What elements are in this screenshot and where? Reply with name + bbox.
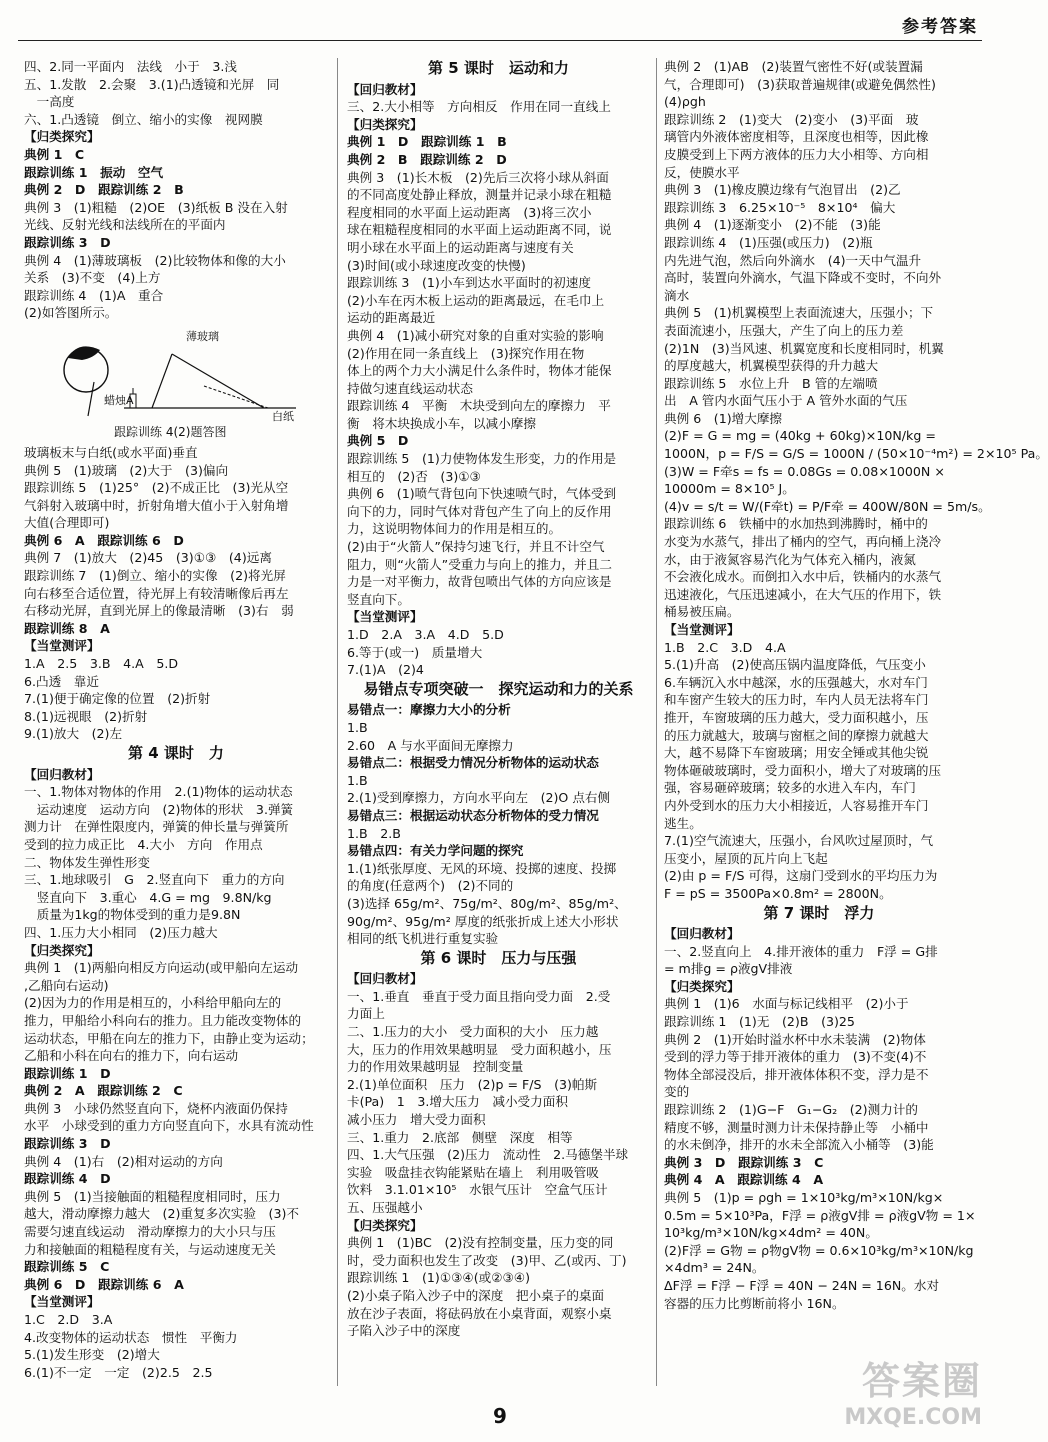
answer-line: 典例 4 A 跟踪训练 4 A bbox=[664, 1172, 824, 1188]
answer-line: 8.(1)远视眼 (2)折射 bbox=[24, 708, 148, 724]
answer-line: 典例 5 D bbox=[347, 433, 409, 449]
answer-line: 4.改变物体的运动状态 惯性 平衡力 bbox=[24, 1329, 238, 1345]
answer-line: 球在粗糙程度相同的水平面上运动距离不同，说 bbox=[347, 222, 612, 238]
section-heading: 【回归教材】 bbox=[664, 926, 740, 942]
answer-line: 跟踪训练 6 铁桶中的水加热到沸腾时，桶中的 bbox=[664, 516, 928, 532]
answer-line: (2)小车在丙木板上运动的距离最远，在毛巾上 bbox=[347, 292, 605, 308]
watermark-logo-text: 答案圈 bbox=[861, 1359, 982, 1403]
answer-line: (3)时间(或小球速度改变的快慢) bbox=[347, 257, 526, 273]
answer-line: 典例 6 D 跟踪训练 6 A bbox=[24, 1276, 184, 1292]
answer-line: 实验 吸盘挂衣钩能紧贴在墙上 利用吸管吸 bbox=[347, 1164, 599, 1180]
answer-line: 迅速液化，气压迅速减小，在大气压的作用下，铁 bbox=[664, 586, 942, 602]
answer-line: (2)由于“火箭人”保持匀速飞行，并且不计空气 bbox=[347, 539, 605, 555]
page-number: 9 bbox=[493, 1404, 507, 1428]
section-heading: 【当堂测评】 bbox=[347, 609, 423, 625]
answer-line: 精度不够，测量时测力计未保持静止等 小桶中 bbox=[664, 1119, 929, 1135]
answer-line: 跟踪训练 5 (1)力使物体发生形变，力的作用是 bbox=[347, 451, 617, 467]
answer-line: 力面上 bbox=[347, 1006, 385, 1022]
answer-line: 气，合理即可) (3)获取普遍规律(或避免偶然性) bbox=[664, 76, 936, 92]
image-ray bbox=[204, 386, 268, 408]
section-heading: 【归类探究】 bbox=[347, 116, 423, 132]
answer-line: 典例 5 (1)当接触面的粗糙程度相同时，压力 bbox=[24, 1188, 281, 1204]
answer-line: 放在沙子表面，将砝码放在小桌背面，观察小桌 bbox=[347, 1305, 612, 1321]
answer-line: = m排g = ρ液gV排液 bbox=[664, 961, 793, 977]
watermark-domain: MXQE.COM bbox=[844, 1405, 982, 1430]
answer-line: 二、1.压力的大小 受力面积的大小 压力越 bbox=[347, 1024, 599, 1040]
answer-line: 推力，甲船给小科向右的推力。且力能改变物体的 bbox=[24, 1012, 302, 1028]
answer-column-1 bbox=[24, 58, 328, 1392]
answer-line: (2)1N (3)当风速、机翼宽度和长度相同时，机翼 bbox=[664, 340, 944, 356]
answer-line: 典例 2 (1)开始时溢水杯中水未装满 (2)物体 bbox=[664, 1031, 926, 1047]
answer-line: 四、1.压力大小相同 (2)压力越大 bbox=[24, 924, 218, 940]
answer-line: ×4dm³ = 24N。 bbox=[664, 1260, 765, 1276]
answer-line: 气斜射入玻璃中时，折射角增大值小于入射角增 bbox=[24, 497, 289, 513]
section-heading: 【当堂测评】 bbox=[24, 1294, 100, 1310]
answer-line: 5.(1)升高 (2)使高压锅内温度降低，气压变小 bbox=[664, 657, 926, 673]
answer-line: 水平 小球受到的重力方向竖直向下，水具有流动性 bbox=[24, 1118, 314, 1134]
answer-line: 三、2.大小相等 方向相反 作用在同一直线上 bbox=[347, 99, 611, 115]
answer-line: 典例 2 D 跟踪训练 2 B bbox=[24, 182, 184, 198]
answer-line: 五、压强越小 bbox=[347, 1200, 423, 1215]
answer-column-3 bbox=[664, 58, 1048, 1392]
answer-line: 跟踪训练 5 C bbox=[24, 1259, 110, 1275]
answer-line: 的水未倒净，排开的水未全部流入小桶等 (3)能 bbox=[664, 1137, 934, 1153]
answer-line: 强，容易砸碎玻璃；较多的水进入车内，车门 bbox=[664, 780, 916, 796]
answer-line: 0.5m = 5×10³Pa，F浮 = ρ液gV排 = ρ液gV物 = 1× bbox=[664, 1207, 976, 1223]
answer-line: 物体砸破玻璃时，受力面积小，增大了对玻璃的压 bbox=[664, 762, 942, 778]
answer-line: 和车窗产生较大的压力时，车内人员无法将车门 bbox=[664, 692, 929, 708]
answer-line: 阻力，则“火箭人”受重力与向上的推力，并且二 bbox=[347, 556, 612, 572]
section-heading: 【当堂测评】 bbox=[664, 622, 740, 637]
answer-line: 向下的力，同时气体对背包产生了向上的反作用 bbox=[347, 503, 612, 519]
answer-line: 皮膜受到上下两方液体的压力大小相等、方向相 bbox=[664, 146, 929, 162]
answer-line: 典例 5 (1)玻璃 (2)大于 (3)偏向 bbox=[24, 462, 229, 478]
answer-line: 典例 4 (1)减小研究对象的自重对实验的影响 bbox=[347, 327, 604, 343]
answer-line: 推开，车窗玻璃的压力越大，受力面积越小，压 bbox=[664, 709, 929, 725]
answer-line: 程度相同的水平面上运动距离 (3)将三次小 bbox=[347, 204, 592, 220]
answer-line: 大值(合理即可) bbox=[24, 515, 110, 531]
answer-line: 内先进气泡，然后向外滴水 (4)一天中气温升 bbox=[664, 252, 922, 268]
answer-line: 6.(1)不一定 一定 (2)2.5 2.5 bbox=[24, 1364, 213, 1380]
section-heading: 【归类探究】 bbox=[24, 129, 100, 145]
observer-hair bbox=[68, 346, 100, 360]
answer-line: 1.B bbox=[347, 719, 368, 735]
answer-line: 跟踪训练 1 (1)无 (2)B (3)25 bbox=[664, 1014, 855, 1030]
answer-line: 跟踪训练 7 (1)倒立、缩小的实像 (2)将光屏 bbox=[24, 568, 286, 584]
glass-plate-slant bbox=[172, 354, 264, 408]
section-heading: 【回归教材】 bbox=[347, 81, 423, 97]
answer-line: 力的作用效果越明显 控制变量 bbox=[347, 1059, 524, 1075]
column-divider bbox=[337, 58, 338, 1386]
answer-line: (3)选择 65g/m²、75g/m²、80g/m²、85g/m²、 bbox=[347, 895, 627, 911]
answer-line: 跟踪训练 2 (1)G−F G₁−G₂ (2)测力计的 bbox=[664, 1102, 918, 1118]
answer-line: 相同的纸飞机进行重复实验 bbox=[347, 931, 499, 947]
answer-line: 的压力就越大，玻璃与窗框之间的摩擦力就越大 bbox=[664, 727, 929, 743]
answer-line: (2)由 p = F/S 可得，这扇门受到水的平均压力为 bbox=[664, 868, 938, 884]
answer-line: 质量为1kg的物体受到的重力是9.8N bbox=[24, 907, 241, 923]
answer-line: 向右移至合适位置，待光屏上有较清晰像后再左 bbox=[24, 585, 289, 601]
answer-line: 运动的距离最近 bbox=[347, 310, 436, 326]
answer-line: 典例 1 D 跟踪训练 1 B bbox=[347, 134, 507, 150]
answer-line: F = pS = 3500Pa×0.8m² = 2800N。 bbox=[664, 885, 892, 901]
answer-line: 明小球在水平面上的运动距离与速度有关 bbox=[347, 239, 574, 255]
answer-line: 典例 3 (1)橡皮膜边缘有气泡冒出 (2)乙 bbox=[664, 182, 901, 198]
answer-line: 典例 6 (1)喷气背包向下快速喷气时，气体受到 bbox=[347, 486, 617, 502]
column-1-upper bbox=[24, 58, 328, 322]
answer-line: 一、2.竖直向上 4.排开液体的重力 F浮 = G排 bbox=[664, 943, 938, 959]
answer-line: 一、1.垂直 垂直于受力面且指向受力面 2.受 bbox=[347, 988, 611, 1004]
answer-line: 跟踪训练 8 A bbox=[24, 620, 110, 636]
candle-label: 蜡烛A bbox=[104, 393, 134, 407]
answer-line: 饮料 3.1.01×10⁵ 水银气压计 空盒气压计 bbox=[347, 1182, 608, 1198]
answer-line: 1.(1)纸张厚度、无风的环境、投掷的速度、投掷 bbox=[347, 860, 617, 876]
answer-line: 7.(1)便于确定像的位置 (2)折射 bbox=[24, 691, 211, 707]
section-heading: 【归类探究】 bbox=[24, 942, 100, 958]
answer-line: 越大，滑动摩擦力越大 (2)重复多次实验 (3)不 bbox=[24, 1206, 299, 1222]
answer-line: 跟踪训练 3 D bbox=[24, 1136, 111, 1152]
answer-line: 一高度 bbox=[24, 94, 75, 110]
answer-line: 典例 3 (1)长木板 (2)先后三次将小球从斜面 bbox=[347, 169, 609, 185]
answer-line: 运动状态，甲船在向左的推力下，由静止变为运动； bbox=[24, 1030, 314, 1046]
answer-line: (4)ρgh bbox=[664, 94, 706, 110]
section-heading: 【回归教材】 bbox=[24, 766, 100, 782]
answer-line: 易错点三：根据运动状态分析物体的受力情况 bbox=[347, 807, 599, 823]
answer-line: 卡(Pa) 1 3.增大压力 减小受力面积 bbox=[347, 1094, 568, 1110]
answer-line: 典例 2 B 跟踪训练 2 D bbox=[347, 151, 507, 167]
answer-line: 竖直向下。 bbox=[347, 591, 410, 607]
answer-line: 测力计 在弹性限度内，弹簧的伸长量与弹簧所 bbox=[24, 819, 289, 835]
answer-line: 典例 7 (1)放大 (2)45 (3)①③ (4)远离 bbox=[24, 550, 272, 566]
answer-line: 6.车辆沉入水中越深，水的压强越大，水对车门 bbox=[664, 674, 928, 690]
answer-line: (3)W = F牵s = fs = 0.08Gs = 0.08×1000N × bbox=[664, 463, 945, 479]
answer-line: 璃管内外液体密度相等，且深度也相等，因此橡 bbox=[664, 129, 929, 145]
answer-line: 跟踪训练 4 D bbox=[24, 1171, 111, 1187]
answer-line: 易错点一：摩擦力大小的分析 bbox=[347, 702, 511, 718]
column-divider bbox=[656, 58, 657, 1386]
answer-line: 6.等于(或一) 质量增大 bbox=[347, 644, 483, 660]
answer-line: 水，由于液氮容易汽化为气体充入桶内，液氮 bbox=[664, 551, 916, 567]
answer-line: 大，压力的作用效果越明显 受力面积越小，压 bbox=[347, 1041, 612, 1057]
answer-line: 物体全部浸没后，排开液体体积不变，浮力是不 bbox=[664, 1066, 929, 1082]
answer-line: 10³kg/m³×10N/kg×4dm² = 40N。 bbox=[664, 1225, 878, 1241]
answer-line: 右移动光屏，直到光屏上的像最清晰 (3)右 弱 bbox=[24, 603, 294, 619]
answer-line: 一、1.物体对物体的作用 2.(1)物体的运动状态 bbox=[24, 784, 293, 800]
answer-line: 跟踪训练 4 平衡 木块受到向左的摩擦力 平 bbox=[347, 398, 611, 414]
answer-line: 典例 4 (1)右 (2)相对运动的方向 bbox=[24, 1153, 223, 1169]
answer-line: 不会液化成水。而倒扣入水中后，铁桶内的水蒸气 bbox=[664, 569, 942, 585]
answer-line: 二、物体发生弹性形变 bbox=[24, 854, 150, 870]
answer-line: 受到的拉力成正比 4.大小 方向 作用点 bbox=[24, 836, 263, 852]
answer-line: 关系 (3)不变 (4)上方 bbox=[24, 270, 161, 286]
answer-line: 典例 3 小球仍然竖直向下，烧杯内液面仍保持 bbox=[24, 1100, 288, 1116]
answer-line: 典例 5 (1)机翼模型上表面流速大，压强小；下 bbox=[664, 305, 934, 321]
section-heading: 【当堂测评】 bbox=[24, 638, 100, 654]
answer-line: 滴水 bbox=[664, 287, 690, 303]
section-heading: 【归类探究】 bbox=[347, 1217, 423, 1233]
answer-line: 跟踪训练 3 (1)小车到达水平面时的初速度 bbox=[347, 275, 591, 291]
answer-line: ,乙船向右运动) bbox=[24, 977, 109, 993]
section-heading: 【回归教材】 bbox=[347, 971, 423, 987]
answer-line: (2)小桌子陷入沙子中的深度 把小桌子的桌面 bbox=[347, 1287, 605, 1303]
answer-line: 1.B 2.C 3.D 4.A bbox=[664, 639, 786, 655]
answer-line: 桶易被压扁。 bbox=[664, 604, 740, 620]
answer-line: 需要匀速直线运动 滑动摩擦力的大小只与压 bbox=[24, 1224, 276, 1240]
answer-line: 1.B 2.B bbox=[347, 825, 401, 841]
answer-line: 竖直向下 3.重心 4.G = mg 9.8N/kg bbox=[24, 889, 272, 905]
lesson-title: 第 6 课时 压力与压强 bbox=[420, 948, 577, 967]
answer-line: 变的 bbox=[664, 1084, 690, 1100]
paper-label: 白纸 bbox=[272, 409, 294, 423]
answer-line: 典例 6 (1)增大摩擦 bbox=[664, 410, 783, 426]
answer-line: (4)v = s/t = W/(F牵t) = P/F牵 = 400W/80N = 5m/s。 bbox=[664, 498, 991, 514]
column-1-lower bbox=[24, 444, 328, 1381]
glass-label: 薄玻璃 bbox=[186, 329, 219, 343]
answer-line: 内外受到水的压力大小相接近，人容易推开车门 bbox=[664, 797, 929, 813]
answer-line: 四、1.大气压强 (2)压力 流动性 2.马德堡半球 bbox=[347, 1147, 629, 1163]
answer-line: 易错点四：有关力学问题的探究 bbox=[347, 843, 524, 859]
answer-line: 运动速度 运动方向 (2)物体的形状 3.弹簧 bbox=[24, 801, 294, 817]
section-heading: 【归类探究】 bbox=[664, 978, 740, 994]
answer-line: 1000N，p = F/S = G/S = 1000N / (50×10⁻⁴m²) = 2×10⁵ Pa。 bbox=[664, 446, 1048, 462]
answer-line: (2)F浮 = G物 = ρ物gV物 = 0.6×10³kg/m³×10N/kg bbox=[664, 1242, 974, 1258]
answer-line: 逃生。 bbox=[664, 815, 702, 831]
answer-line: 典例 5 (1)p = ρgh = 1×10³kg/m³×10N/kg× bbox=[664, 1190, 944, 1205]
answer-line: 光线、反射光线和法线所在的平面内 bbox=[24, 217, 226, 233]
answer-line: 跟踪训练 2 (1)变大 (2)变小 (3)平面 玻 bbox=[664, 111, 919, 127]
answer-line: 力，这说明物体间力的作用是相互的。 bbox=[347, 521, 562, 537]
answer-line: 五、1.发散 2.会聚 3.(1)凸透镜和光屏 同 bbox=[24, 76, 280, 92]
answer-line: 典例 4 (1)逐渐变小 (2)不能 (3)能 bbox=[664, 217, 881, 233]
answer-line: (2)F = G = mg = (40kg + 60kg)×10N/kg = bbox=[664, 428, 936, 444]
lesson-title: 第 7 课时 浮力 bbox=[763, 903, 875, 922]
answer-line: 跟踪训练 3 6.25×10⁻⁵ 8×10⁴ 偏大 bbox=[664, 199, 896, 215]
answer-line: 容器的压力比剪断前将小 16N。 bbox=[664, 1295, 845, 1311]
answer-line: (2)如答图所示。 bbox=[24, 305, 118, 321]
answer-line: 时，受力面积也发生了改变 (3)甲、乙(或丙、丁) bbox=[347, 1252, 627, 1268]
answer-line: 乙船和小科在向右的推力下，向右运动 bbox=[24, 1048, 239, 1064]
answer-line: 2.(1)单位面积 压力 (2)p = F/S (3)帕斯 bbox=[347, 1076, 598, 1092]
answer-line: 四、2.同一平面内 法线 小于 3.浅 bbox=[24, 59, 237, 74]
answer-line: 2.(1)受到摩擦力，方向水平向左 (2)O 点右侧 bbox=[347, 790, 611, 806]
mirror-diagram-svg bbox=[54, 324, 304, 424]
answer-line: 反，使膜水平 bbox=[664, 164, 740, 180]
answer-line: 子陷入沙子中的深度 bbox=[347, 1323, 461, 1339]
figure-caption: 跟踪训练 4(2)题答图 bbox=[114, 424, 227, 439]
answer-line: 典例 2 A 跟踪训练 2 C bbox=[24, 1083, 183, 1099]
answer-line: 的角度(任意两个) (2)不同的 bbox=[347, 878, 514, 894]
answer-line: 典例 2 (1)AB (2)装置气密性不好(或装置漏 bbox=[664, 59, 923, 74]
answer-line: 跟踪训练 5 水位上升 B 管的左端喷 bbox=[664, 375, 878, 391]
answer-line: 六、1.凸透镜 倒立、缩小的实像 视网膜 bbox=[24, 111, 263, 127]
answer-line: 跟踪训练 5 (1)25° (2)不成正比 (3)光从空 bbox=[24, 480, 289, 496]
glass-plate-line bbox=[152, 354, 172, 408]
answer-figure bbox=[54, 324, 304, 442]
answer-line: 跟踪训练 4 (1)压强(或压力) (2)瓶 bbox=[664, 234, 873, 250]
answer-line: 典例 6 A 跟踪训练 6 D bbox=[24, 532, 184, 548]
answer-line: 7.(1)A (2)4 bbox=[347, 662, 424, 678]
answer-line: 1.B bbox=[347, 772, 368, 788]
answer-line: 跟踪训练 1 振动 空气 bbox=[24, 164, 164, 180]
answer-line: 1.A 2.5 3.B 4.A 5.D bbox=[24, 656, 179, 672]
answer-line: 1.D 2.A 3.A 4.D 5.D bbox=[347, 627, 504, 642]
answer-line: 跟踪训练 1 (1)①③④(或②③④) bbox=[347, 1270, 530, 1286]
answer-line: 典例 3 D 跟踪训练 3 C bbox=[664, 1154, 824, 1170]
answer-line: 跟踪训练 3 D bbox=[24, 234, 111, 250]
answer-line: 相互的 (2)否 (3)①③ bbox=[347, 468, 481, 484]
answer-line: 易错点二：根据受力情况分析物体的运动状态 bbox=[347, 755, 599, 771]
answer-line: 衡 将木块换成小车，以减小摩擦 bbox=[347, 415, 536, 431]
answer-line: 大，越不易降下车窗玻璃；用安全锤或其他尖锐 bbox=[664, 745, 929, 761]
answer-line: 受到的浮力等于排开液体的重力 (3)不变(4)不 bbox=[664, 1049, 927, 1065]
answer-line: 1.C 2.D 3.A bbox=[24, 1312, 113, 1327]
header-rule bbox=[18, 40, 982, 41]
answer-line: 力和接触面的粗糙程度有关，与运动速度无关 bbox=[24, 1241, 276, 1257]
answer-line: 出 A 管内水面气压小于 A 管外水面的气压 bbox=[664, 393, 908, 409]
answer-line: (2)作用在同一条直线上 (3)探究作用在物 bbox=[347, 345, 585, 361]
answer-line: 典例 1 (1)6 水面与标记线相平 (2)小于 bbox=[664, 996, 909, 1012]
observer-body bbox=[88, 382, 94, 416]
answer-line: 跟踪训练 4 (1)A 重合 bbox=[24, 287, 164, 303]
answer-line: 三、1.地球吸引 G 2.竖直向下 重力的方向 bbox=[24, 872, 285, 888]
lesson-title: 易错点专项突破一 探究运动和力的关系 bbox=[363, 679, 634, 698]
answer-line: 三、1.重力 2.底部 侧壁 深度 相等 bbox=[347, 1129, 573, 1145]
answer-line: 90g/m²、95g/m² 厚度的纸张折成上述大小形状 bbox=[347, 913, 619, 929]
answer-line: 典例 1 (1)两船向相反方向运动(或甲船向左运动 bbox=[24, 960, 299, 976]
answer-line: 压变小，屋顶的瓦片向上飞起 bbox=[664, 850, 828, 866]
answer-line: 典例 1 C bbox=[24, 146, 85, 162]
answer-line: 典例 4 (1)薄玻璃板 (2)比较物体和像的大小 bbox=[24, 252, 286, 268]
lesson-title: 第 5 课时 运动和力 bbox=[428, 59, 569, 77]
answer-column-2 bbox=[347, 58, 650, 1392]
answer-line: 持做匀速直线运动状态 bbox=[347, 380, 473, 396]
answer-line: 跟踪训练 1 D bbox=[24, 1065, 111, 1081]
answer-line: 典例 1 (1)BC (2)没有控制变量，压力变的同 bbox=[347, 1235, 614, 1251]
page-header-title: 参考答案 bbox=[902, 17, 978, 37]
answer-line: 体上的两个力大小满足什么条件时，物体才能保 bbox=[347, 363, 612, 379]
answer-line: 表面流速小，压强大，产生了向上的压力差 bbox=[664, 322, 904, 338]
answer-line: (2)因为力的作用是相互的，小科给甲船向左的 bbox=[24, 995, 282, 1011]
answer-line: 6.凸透 靠近 bbox=[24, 673, 99, 689]
lesson-title: 第 4 课时 力 bbox=[128, 744, 224, 762]
answer-line: 典例 3 (1)粗糙 (2)OE (3)纸板 B 没在入射 bbox=[24, 199, 288, 215]
answer-line: 水变为水蒸气，排出了桶内的空气，再向桶上浇冷 bbox=[664, 534, 942, 550]
answer-line: 7.(1)空气流速大，压强小，台风吹过屋顶时，气 bbox=[664, 833, 934, 849]
answer-line: 的厚度越大，机翼模型获得的升力越大 bbox=[664, 358, 879, 374]
answer-line: 减小压力 增大受力面积 bbox=[347, 1112, 486, 1128]
answer-line: 高时，装置向外滴水，气温下降或不变时，不向外 bbox=[664, 270, 942, 286]
answer-line: 9.(1)放大 (2)左 bbox=[24, 726, 123, 742]
answer-line: ΔF浮 = F浮 − F浮 = 40N − 24N = 16N。水对 bbox=[664, 1277, 940, 1293]
answer-line: 玻璃板末与白纸(或水平面)垂直 bbox=[24, 444, 198, 460]
answer-line: 5.(1)发生形变 (2)增大 bbox=[24, 1347, 160, 1363]
answer-line: 力是一对平衡力，故背包喷出气体的方向应该是 bbox=[347, 574, 612, 590]
site-watermark bbox=[844, 1350, 982, 1430]
answer-line: 10000m = 8×10⁵ J。 bbox=[664, 481, 795, 497]
answer-line: 的不同高度处静止释放，测量并记录小球在粗糙 bbox=[347, 187, 612, 203]
answer-line: 2.60 A 与水平面间无摩擦力 bbox=[347, 737, 514, 753]
